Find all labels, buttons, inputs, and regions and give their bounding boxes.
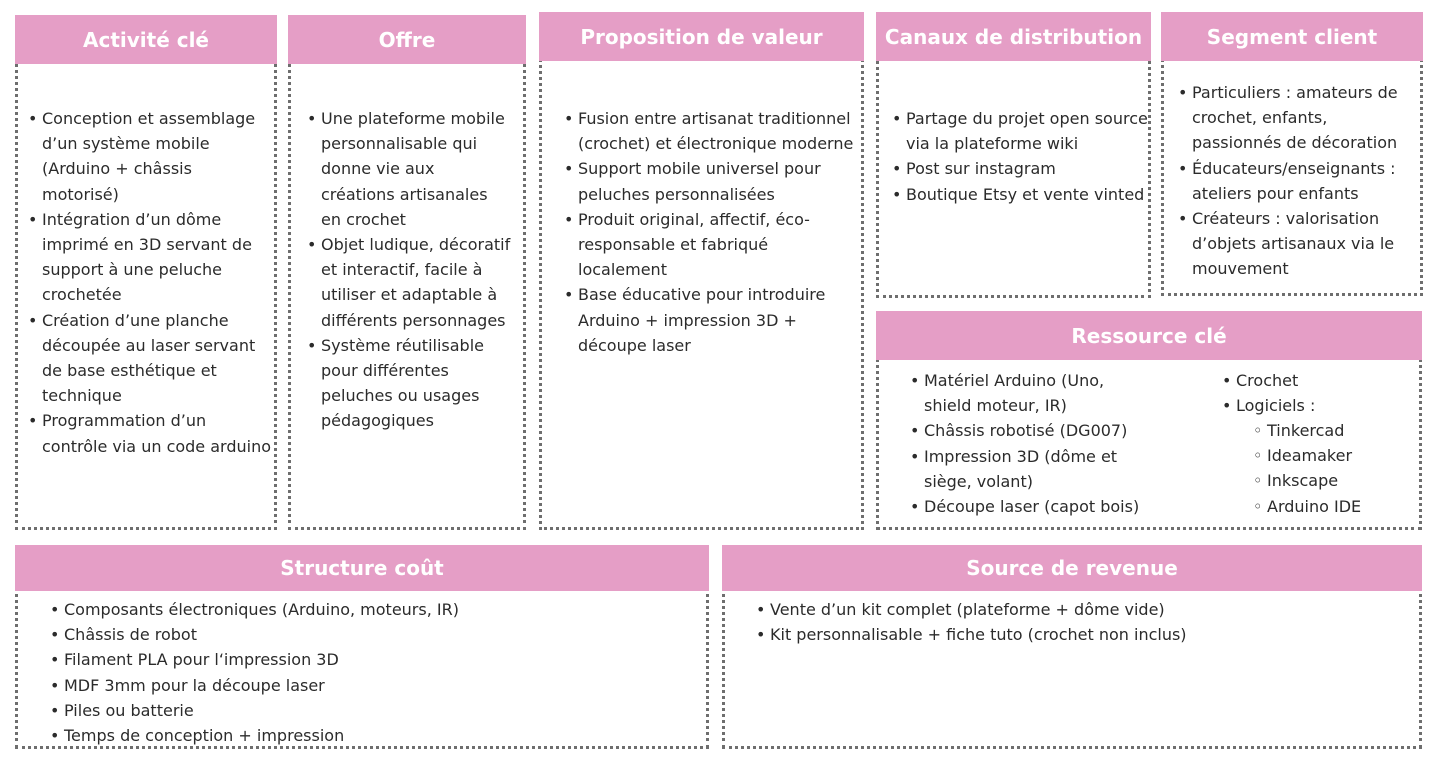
software-item: ◦ Ideamaker bbox=[1253, 443, 1413, 468]
list-item: • Support mobile universel pour peluches personnalisées bbox=[564, 156, 854, 206]
segment-client-list bbox=[1178, 80, 1418, 282]
segment-client-box bbox=[1161, 12, 1423, 296]
list-item: • Base éducative pour introduire Arduino + impression 3D + découpe laser bbox=[564, 282, 854, 358]
software-item: ◦ Tinkercad bbox=[1253, 418, 1413, 443]
list-item: • Vente d’un kit complet (plateforme + dôme vide) bbox=[756, 597, 1396, 622]
proposition-valeur-box bbox=[539, 12, 864, 530]
proposition-valeur-list bbox=[564, 106, 854, 358]
structure-cout-header: Structure coût bbox=[15, 545, 709, 591]
list-item: • Découpe laser (capot bois) bbox=[910, 494, 1175, 519]
canaux-distribution-box bbox=[876, 12, 1151, 298]
list-item: • Une plateforme mobile personnalisable qui donne vie aux créations artisanales en crochet bbox=[307, 106, 512, 232]
source-revenue-box bbox=[722, 545, 1422, 749]
offre-list bbox=[307, 106, 512, 434]
structure-cout-list bbox=[50, 597, 690, 748]
offre-header: Offre bbox=[288, 15, 526, 64]
list-item: • Piles ou batterie bbox=[50, 698, 690, 723]
source-revenue-header: Source de revenue bbox=[722, 545, 1422, 591]
source-revenue-list bbox=[756, 597, 1396, 647]
software-item: ◦ Inkscape bbox=[1253, 468, 1413, 493]
list-item: • MDF 3mm pour la découpe laser bbox=[50, 673, 690, 698]
structure-cout-box bbox=[15, 545, 709, 749]
ressource-cle-right-list bbox=[1222, 368, 1412, 418]
list-item: • Conception et assemblage d’un système mobile (Arduino + châssis motorisé) bbox=[28, 106, 273, 207]
list-item: • Intégration d’un dôme imprimé en 3D servant de support à une peluche crochetée bbox=[28, 207, 273, 308]
list-item: • Particuliers : amateurs de crochet, enfants, passionnés de décoration bbox=[1178, 80, 1418, 156]
list-item: • Objet ludique, décoratif et interactif, facile à utiliser et adaptable à différents personnages bbox=[307, 232, 512, 333]
list-item: • Matériel Arduino (Uno, shield moteur, IR) bbox=[910, 368, 1119, 418]
canaux-distribution-header: Canaux de distribution bbox=[876, 12, 1151, 61]
segment-client-header: Segment client bbox=[1161, 12, 1423, 61]
list-item: • Filament PLA pour l‘impression 3D bbox=[50, 647, 690, 672]
software-item: ◦ Arduino IDE bbox=[1253, 494, 1413, 519]
list-item: • Partage du projet open source via la plateforme wiki bbox=[892, 106, 1150, 156]
activite-cle-header: Activité clé bbox=[15, 15, 277, 64]
list-item: • Kit personnalisable + fiche tuto (crochet non inclus) bbox=[756, 622, 1396, 647]
activite-cle-box bbox=[15, 15, 277, 530]
ressource-cle-box bbox=[876, 311, 1422, 530]
list-item: • Post sur instagram bbox=[892, 156, 1150, 181]
list-item: • Système réutilisable pour différentes peluches ou usages pédagogiques bbox=[307, 333, 512, 434]
ressource-cle-left-list bbox=[910, 368, 1175, 519]
canaux-distribution-list bbox=[892, 106, 1150, 207]
proposition-valeur-header: Proposition de valeur bbox=[539, 12, 864, 61]
list-item: • Créateurs : valorisation d’objets artisanaux via le mouvement bbox=[1178, 206, 1418, 282]
list-item: • Éducateurs/enseignants : ateliers pour enfants bbox=[1178, 156, 1418, 206]
list-item: • Composants électroniques (Arduino, moteurs, IR) bbox=[50, 597, 690, 622]
list-item: • Châssis de robot bbox=[50, 622, 690, 647]
list-item: • Fusion entre artisanat traditionnel (crochet) et électronique moderne bbox=[564, 106, 854, 156]
list-item: • Programmation d’un contrôle via un code arduino bbox=[28, 408, 273, 458]
list-item: • Temps de conception + impression bbox=[50, 723, 690, 748]
offre-box bbox=[288, 15, 526, 530]
list-item: • Impression 3D (dôme et siège, volant) bbox=[910, 444, 1129, 494]
activite-cle-list bbox=[28, 106, 273, 459]
list-item: • Création d’une planche découpée au laser servant de base esthétique et technique bbox=[28, 308, 273, 409]
software-list bbox=[1253, 418, 1413, 519]
list-item: • Boutique Etsy et vente vinted bbox=[892, 182, 1150, 207]
list-item: • Logiciels : bbox=[1222, 393, 1412, 418]
ressource-cle-header: Ressource clé bbox=[876, 311, 1422, 360]
list-item: • Produit original, affectif, éco-responsable et fabriqué localement bbox=[564, 207, 854, 283]
list-item: • Crochet bbox=[1222, 368, 1412, 393]
list-item: • Châssis robotisé (DG007) bbox=[910, 418, 1175, 443]
